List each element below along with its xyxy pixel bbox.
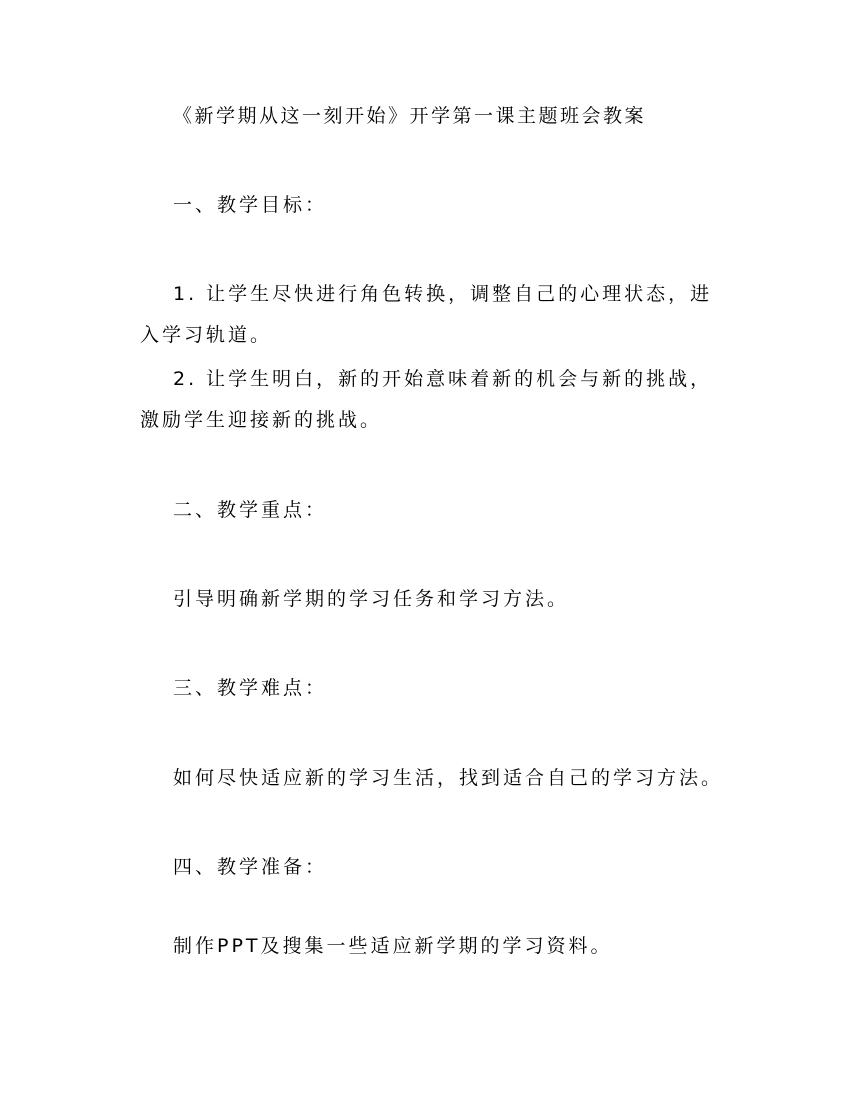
section-heading-key-points: 二、教学重点： [173, 499, 328, 521]
objective-item-2-line-2: 激励学生迎接新的挑战。 [140, 409, 383, 431]
difficulties-text: 如何尽快适应新的学习生活，找到适合自己的学习方法。 [173, 767, 724, 789]
section-heading-objectives: 一、教学目标： [173, 194, 328, 216]
section-heading-difficulties: 三、教学难点： [173, 677, 328, 699]
objective-item-2-line-1: 2. 让学生明白，新的开始意味着新的机会与新的挑战， [173, 368, 713, 390]
section-heading-preparation: 四、教学准备： [173, 856, 328, 878]
objective-item-1-line-2: 入学习轨道。 [140, 324, 273, 346]
page-title: 《新学期从这一刻开始》开学第一课主题班会教案 [173, 105, 647, 127]
key-points-text: 引导明确新学期的学习任务和学习方法。 [173, 588, 570, 610]
preparation-text: 制作PPT及搜集一些适应新学期的学习资料。 [173, 935, 613, 957]
objective-item-1-line-1: 1. 让学生尽快进行角色转换，调整自己的心理状态，进 [173, 283, 713, 305]
